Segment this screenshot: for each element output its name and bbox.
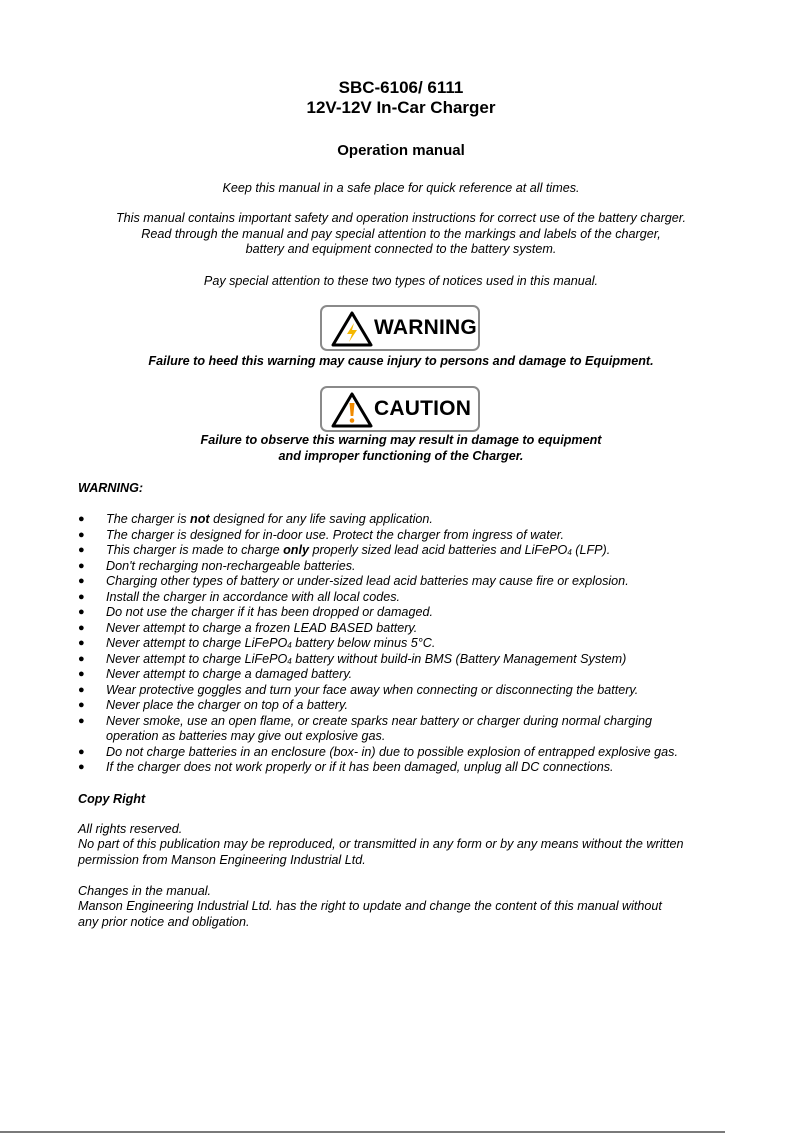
- bullet-icon: ●: [78, 575, 85, 587]
- intro-line: This manual contains important safety and operation instructions for correct use of the battery charger.: [115, 211, 687, 225]
- item-text: Never attempt to charge LiFePO: [106, 651, 288, 666]
- warning-item: [106, 512, 433, 528]
- warning-item: [106, 667, 352, 683]
- warning-sign: [320, 305, 480, 351]
- warning-note: Failure to heed this warning may cause injury to persons and damage to Equipment.: [148, 354, 654, 368]
- bullet-icon: ●: [78, 544, 85, 556]
- bullet-icon: ●: [78, 683, 85, 696]
- copyright-heading: Copy Right: [78, 792, 146, 806]
- warning-item: [106, 760, 614, 776]
- bullet-icon: ●: [78, 559, 85, 572]
- bullet-icon: ●: [78, 714, 85, 727]
- intro-line: Read through the manual and pay special attention to the markings and labels of the charger,: [141, 227, 661, 241]
- copyright-line: All rights reserved.: [78, 822, 183, 836]
- bullet-icon: ●: [78, 528, 85, 541]
- warning-item: [106, 574, 629, 590]
- item-text: Never attempt to charge a damaged battery.: [106, 667, 353, 681]
- item-text: battery without build-in BMS (Battery Management System): [291, 651, 627, 666]
- caution-sign: [320, 386, 480, 432]
- item-text: If the charger does not work properly or if it has been damaged, unplug all DC connections.: [106, 760, 614, 774]
- bullet-icon: ●: [78, 621, 85, 634]
- item-text: 4: [287, 641, 292, 650]
- item-text: Charging other types of battery or under-sized lead acid batteries may cause fire or explosion.: [106, 574, 629, 588]
- bullet-icon: ●: [78, 606, 85, 618]
- intro-line: battery and equipment connected to the battery system.: [245, 242, 557, 256]
- emphasis-text: not: [190, 512, 210, 526]
- warning-heading: WARNING:: [78, 481, 144, 495]
- item-text: Never place the charger on top of a battery.: [106, 698, 348, 712]
- item-text: Do not charge batteries in an enclosure (box- in) due to possible explosion of entrapped explosive gas.: [106, 744, 678, 759]
- copyright-line: permission from Manson Engineering Industrial Ltd.: [78, 853, 366, 867]
- warning-item: [106, 621, 417, 637]
- item-text: Install the charger in accordance with all local codes.: [106, 589, 401, 604]
- item-text: The charger is designed for in-door use. Protect the charger from ingress of water.: [106, 527, 565, 542]
- bullet-icon: ●: [78, 590, 85, 603]
- item-text: Wear protective goggles and turn your face away when connecting or disconnecting the battery.: [106, 682, 639, 697]
- item-text: battery below minus 5°C.: [291, 636, 436, 650]
- caution-label: CAUTION: [374, 397, 472, 420]
- item-text: 4: [567, 548, 572, 557]
- item-text: properly sized lead acid batteries and LiFePO: [308, 543, 568, 557]
- caution-note: Failure to observe this warning may result in damage to equipment: [200, 433, 602, 447]
- footer-rule: [0, 1131, 725, 1133]
- warning-item: [106, 559, 356, 575]
- bullet-icon: ●: [78, 699, 85, 711]
- item-text: Never attempt to charge LiFePO: [106, 636, 288, 650]
- warning-item: [106, 745, 678, 761]
- warning-item: [106, 714, 652, 745]
- product-subtitle: 12V-12V In-Car Charger: [306, 98, 496, 117]
- caution-note: and improper functioning of the Charger.: [278, 449, 524, 463]
- copyright-line: No part of this publication may be reproduced, or transmitted in any form or by any means without the written: [78, 837, 684, 851]
- emphasis-text: only: [283, 543, 309, 557]
- item-text: This charger is made to charge: [106, 543, 284, 557]
- bullet-icon: ●: [78, 637, 85, 649]
- item-text: operation as batteries may give out explosive gas.: [106, 729, 386, 743]
- exclamation-triangle-icon: [330, 391, 374, 429]
- keep-note: Keep this manual in a safe place for quick reference at all times.: [222, 181, 580, 195]
- changes-line: Changes in the manual.: [78, 884, 212, 898]
- changes-line: Manson Engineering Industrial Ltd. has the right to update and change the content of this manual without: [78, 899, 662, 913]
- bullet-icon: ●: [78, 761, 85, 773]
- item-text: 4: [287, 656, 292, 666]
- item-text: Do not use the charger if it has been dropped or damaged.: [106, 605, 433, 619]
- warning-item: [106, 605, 433, 621]
- item-text: (LFP).: [571, 543, 611, 557]
- changes-line: any prior notice and obligation.: [78, 915, 250, 929]
- warning-item: [106, 528, 564, 544]
- lightning-triangle-icon: [330, 310, 374, 348]
- warning-item: [106, 698, 348, 714]
- product-title: SBC-6106/ 6111: [338, 78, 464, 97]
- warning-item: [106, 683, 638, 699]
- bullet-icon: ●: [78, 745, 85, 758]
- notice-line: Pay special attention to these two types of notices used in this manual.: [203, 274, 599, 288]
- warning-label: WARNING: [374, 316, 477, 339]
- item-text: designed for any life saving application.: [209, 512, 433, 526]
- item-text: The charger is: [106, 512, 190, 526]
- bullet-icon: ●: [78, 652, 85, 665]
- item-text: Don't recharging non-rechargeable batteries.: [106, 558, 356, 573]
- bullet-icon: ●: [78, 513, 85, 525]
- item-text: Never attempt to charge a frozen LEAD BASED battery.: [106, 620, 418, 635]
- bullet-icon: ●: [78, 668, 85, 680]
- item-text: Never smoke, use an open flame, or create sparks near battery or charger during normal charging: [106, 713, 653, 728]
- manual-title: Operation manual: [337, 142, 465, 159]
- warning-item: [106, 590, 400, 606]
